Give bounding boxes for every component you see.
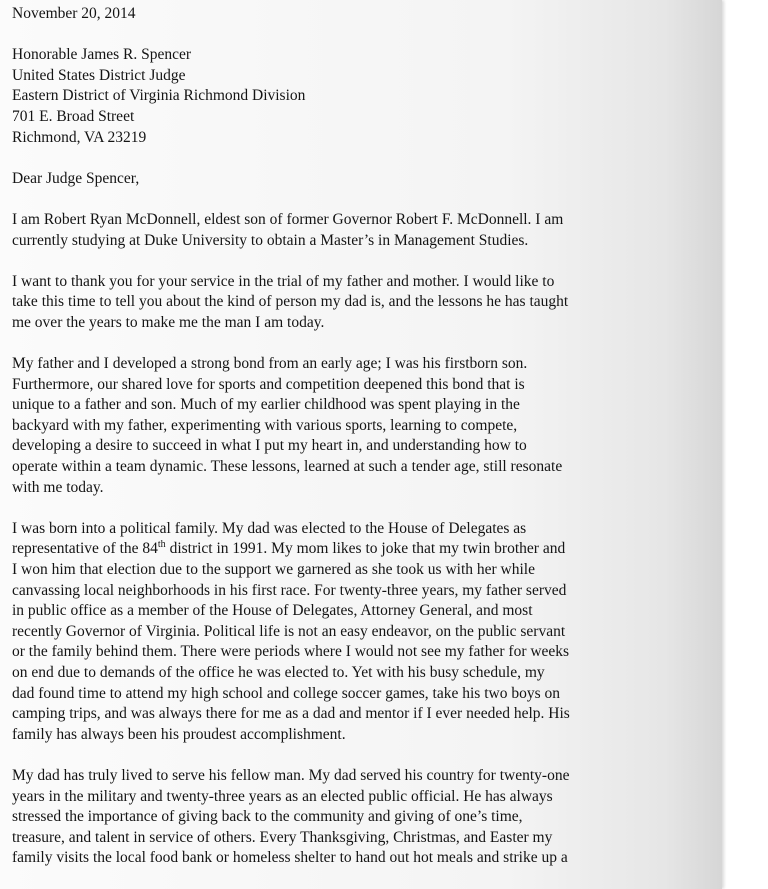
paragraph-line: recently Governor of Virginia. Political life is not an easy endeavor, on the public servant: [12, 622, 566, 640]
recipient-line: Honorable James R. Spencer: [12, 46, 192, 64]
line-text: representative of the 84: [12, 540, 158, 558]
paragraph-intro: [12, 210, 717, 251]
paragraph-line: currently studying at Duke University to obtain a Master’s in Management Studies.: [12, 231, 529, 249]
paragraph-line: Furthermore, our shared love for sports and competition deepened this bond that is: [12, 375, 525, 393]
ordinal-superscript: th: [157, 539, 166, 551]
paragraph-line: stressed the importance of giving back to the community and giving of one’s time,: [12, 808, 523, 826]
letter-body: [12, 4, 717, 869]
paragraph-line: or the family behind them. There were periods where I would not see my father for weeks: [12, 643, 570, 661]
paragraph-line: in public office as a member of the House of Delegates, Attorney General, and most: [12, 602, 533, 620]
paragraph-line: I won him that election due to the support we garnered as she took us with her while: [12, 561, 535, 579]
paragraph-line: family has always been his proudest accomplishment.: [12, 725, 346, 743]
paragraph-service: [12, 766, 717, 869]
paragraph-line: My father and I developed a strong bond from an early age; I was his firstborn son.: [12, 355, 528, 373]
recipient-line: 701 E. Broad Street: [12, 107, 135, 125]
paragraph-line: I am Robert Ryan McDonnell, eldest son of former Governor Robert F. McDonnell. I am: [12, 210, 564, 228]
paragraph-bond: [12, 354, 717, 498]
paragraph-line: years in the military and twenty-three years as an elected public official. He has always: [12, 787, 553, 805]
paragraph-line: on end due to demands of the office he was elected to. Yet with his busy schedule, my: [12, 664, 545, 681]
paragraph-line: me over the years to make me the man I am today.: [12, 313, 325, 331]
recipient-line: Eastern District of Virginia Richmond Division: [12, 87, 306, 105]
recipient-line: United States District Judge: [12, 66, 186, 84]
paragraph-line: take this time to tell you about the kind of person my dad is, and the lessons he has taught: [12, 293, 569, 311]
paragraph-line: unique to a father and son. Much of my earlier childhood was spent playing in the: [12, 396, 520, 414]
paragraph-line: I was born into a political family. My dad was elected to the House of Delegates as: [12, 519, 527, 537]
paragraph-line: treasure, and talent in service of others. Every Thanksgiving, Christmas, and Easter my: [12, 828, 553, 846]
letter-date: November 20, 2014: [12, 5, 136, 22]
salutation: Dear Judge Spencer,: [12, 169, 140, 187]
paragraph-line: My dad has truly lived to serve his fellow man. My dad served his country for twenty-one: [12, 766, 570, 784]
paragraph-line: backyard with my father, experimenting with various sports, learning to compete,: [12, 416, 518, 434]
paragraph-line: I want to thank you for your service in the trial of my father and mother. I would like to: [12, 272, 555, 290]
paragraph-line: [12, 539, 717, 560]
paragraph-line: canvassing local neighborhoods in his first race. For twenty-three years, my father served: [12, 581, 567, 599]
paragraph-line: operate within a team dynamic. These lessons, learned at such a tender age, still resonate: [12, 458, 563, 476]
paragraph-political-family: [12, 519, 717, 746]
paragraph-line: family visits the local food bank or homeless shelter to hand out hot meals and strike up a: [12, 849, 568, 867]
paragraph-line: dad found time to attend my high school and college soccer games, take his two boys on: [12, 684, 560, 702]
recipient-address: [12, 45, 717, 148]
recipient-line: Richmond, VA 23219: [12, 128, 147, 146]
paragraph-line: developing a desire to succeed in what I put my heart in, and understanding how to: [12, 437, 527, 455]
paragraph-thanks: [12, 272, 717, 334]
paragraph-line: with me today.: [12, 478, 104, 496]
paragraph-line: camping trips, and was always there for me as a dad and mentor if I ever needed help. His: [12, 705, 570, 723]
line-text: district in 1991. My mom likes to joke that my twin brother and: [165, 540, 566, 558]
